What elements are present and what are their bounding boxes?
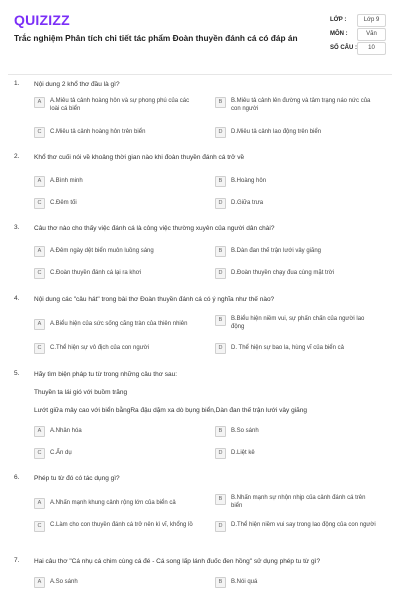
question-text: Nội dung 2 khổ thơ đầu là gì? xyxy=(34,81,120,88)
option-key-badge: D xyxy=(215,268,226,279)
question-number: 1. xyxy=(14,80,20,87)
option-key-badge: B xyxy=(215,97,226,108)
meta-question-count xyxy=(330,42,386,56)
option-key-badge: C xyxy=(34,127,45,138)
option-text: B.Hoàng hôn xyxy=(231,178,267,184)
option-key-badge: A xyxy=(34,319,45,330)
option-text: A.So sánh xyxy=(50,579,78,585)
meta-grade-label: LỚP : xyxy=(330,17,347,23)
option-text: A.Miêu tả cảnh hoàng hôn và sự phong phú của các loài cá biển xyxy=(50,98,190,112)
option-text: D.Thể hiện niềm vui say trong lao động của con người xyxy=(231,522,376,528)
option-key-badge: A xyxy=(34,246,45,257)
option-text: B.Miêu tả cảnh lên đường và tâm trạng náo nức của con người xyxy=(231,98,371,112)
question-text: Hai câu thơ "Cá nhụ cá chim cùng cá đé - Cá song lấp lánh đuốc đen hồng" sử dụng phép tu từ gì? xyxy=(34,558,321,565)
worksheet-header xyxy=(0,0,400,74)
option-text: C.Miêu tả cảnh hoàng hôn trên biển xyxy=(50,129,146,135)
option-key-badge: D xyxy=(215,343,226,354)
meta-grade-value: Lớp 9 xyxy=(357,14,386,27)
option-text: C.Đêm tối xyxy=(50,200,77,206)
option-key-badge: C xyxy=(34,448,45,459)
option-text: D.Miêu tả cảnh lao động trên biển xyxy=(231,129,322,135)
question-number: 5. xyxy=(14,370,20,377)
option-key-badge: D xyxy=(215,127,226,138)
option-text: B.Dàn đan thế trận lưới vây giăng xyxy=(231,248,322,254)
meta-panel xyxy=(330,14,386,56)
option-text: C.Thể hiện sự vô địch của con người xyxy=(50,345,150,351)
worksheet-title: Trắc nghiệm Phân tích chi tiết tác phẩm Đoàn thuyền đánh cá có đáp án xyxy=(14,33,298,43)
meta-question-count-value: 10 xyxy=(357,42,386,55)
option-text: D. Thể hiện sự bao la, hùng vĩ của biển cả xyxy=(231,345,344,351)
option-text: C.Ẩn dụ xyxy=(50,450,72,456)
question-text: Khổ thơ cuối nói về khoảng thời gian nào khi đoàn thuyền đánh cá trở về xyxy=(34,154,245,161)
option-text: D.Giữa trưa xyxy=(231,200,264,206)
option-key-badge: A xyxy=(34,97,45,108)
option-text: A.Bình minh xyxy=(50,178,83,184)
header-divider xyxy=(8,74,392,75)
meta-subject xyxy=(330,28,386,42)
option-key-badge: B xyxy=(215,494,226,505)
question-number: 4. xyxy=(14,295,20,302)
option-key-badge: C xyxy=(34,268,45,279)
option-text: A.Đêm ngày dệt biển muôn luồng sáng xyxy=(50,248,154,254)
question-number: 3. xyxy=(14,224,20,231)
question-text: Câu thơ nào cho thấy việc đánh cá là công việc thường xuyên của người dân chài? xyxy=(34,225,275,232)
poem-line: Lướt giữa mây cao với biển bằngRa đậu dặm xa dò bụng biển,Dàn đan thế trận lưới vây giăng xyxy=(34,407,308,414)
question-number: 6. xyxy=(14,474,20,481)
option-key-badge: A xyxy=(34,176,45,187)
question-text: Hãy tìm biện pháp tu từ trong những câu thơ sau: xyxy=(34,371,178,378)
option-key-badge: B xyxy=(215,577,226,588)
option-text: D.Liệt kê xyxy=(231,450,255,456)
option-key-badge: A xyxy=(34,426,45,437)
option-key-badge: D xyxy=(215,448,226,459)
question-number: 7. xyxy=(14,557,20,564)
question-text: Phép tu từ đó có tác dụng gì? xyxy=(34,475,120,482)
option-key-badge: B xyxy=(215,176,226,187)
option-key-badge: A xyxy=(34,498,45,509)
option-text: C.Làm cho con thuyền đánh cá trở nên kì vĩ, khổng lồ xyxy=(50,522,193,528)
option-key-badge: D xyxy=(215,521,226,532)
poem-line: Thuyền ta lái gió với buồm trăng xyxy=(34,389,128,396)
option-text: C.Đoàn thuyền đánh cá lại ra khơi xyxy=(50,270,141,276)
option-key-badge: D xyxy=(215,198,226,209)
question-text: Nội dung các "câu hát" trong bài thơ Đoàn thuyền đánh cá có ý nghĩa như thế nào? xyxy=(34,296,275,303)
option-key-badge: B xyxy=(215,426,226,437)
option-text: A.Biểu hiện của sức sống căng tràn của thiên nhiên xyxy=(50,321,188,327)
option-text: B.So sánh xyxy=(231,428,259,434)
option-text: B.Biểu hiện niềm vui, sự phấn chấn của người lao động xyxy=(231,316,365,330)
option-text: A.Nhân hóa xyxy=(50,428,82,434)
brand-logo: QUIZIZZ xyxy=(14,12,70,28)
option-key-badge: C xyxy=(34,343,45,354)
option-key-badge: C xyxy=(34,521,45,532)
meta-subject-label: MÔN : xyxy=(330,31,348,37)
option-text: A.Nhấn mạnh khung cảnh rộng lớn của biển cả xyxy=(50,500,176,506)
option-key-badge: B xyxy=(215,246,226,257)
option-key-badge: C xyxy=(34,198,45,209)
option-key-badge: B xyxy=(215,315,226,326)
meta-subject-value: Văn xyxy=(357,28,386,41)
option-text: D.Đoàn thuyền chạy đua cùng mặt trời xyxy=(231,270,334,276)
meta-question-count-label: SỐ CÂU : xyxy=(330,45,357,51)
option-text: B.Nói quá xyxy=(231,579,258,585)
question-number: 2. xyxy=(14,153,20,160)
option-text: B.Nhấn mạnh sự nhộn nhịp của cảnh đánh cá trên biển xyxy=(231,495,366,509)
meta-grade xyxy=(330,14,386,28)
option-key-badge: A xyxy=(34,577,45,588)
